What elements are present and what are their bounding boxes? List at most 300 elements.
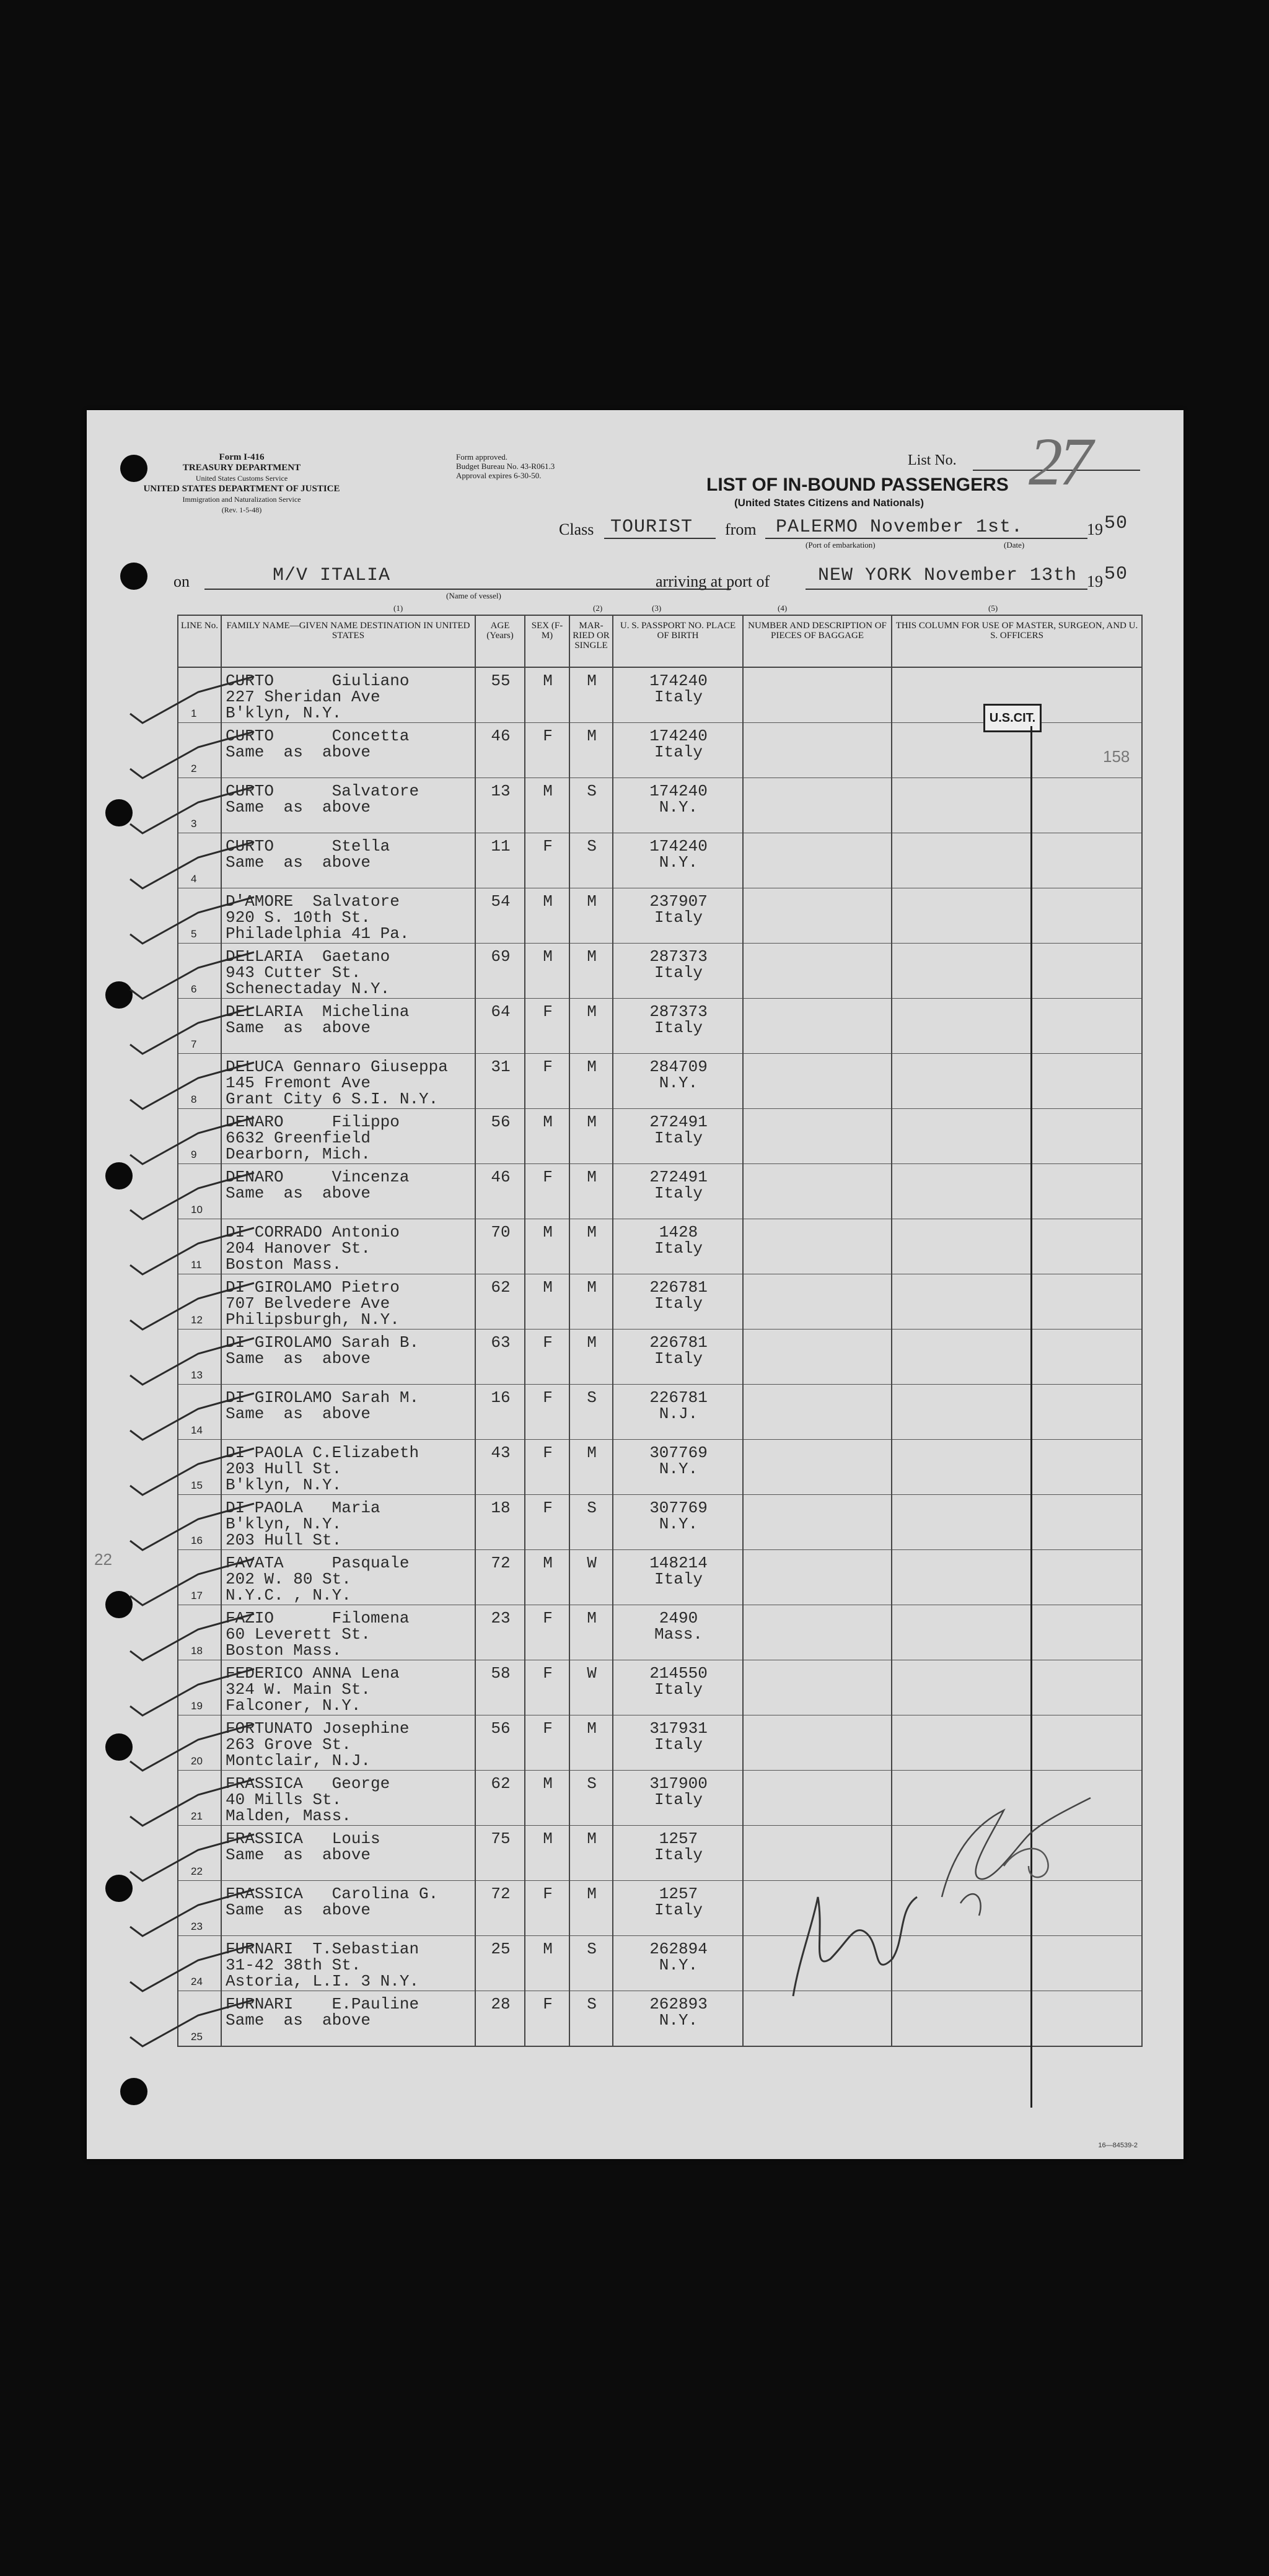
revision-label: (Rev. 1-5-48) (221, 506, 262, 514)
age-cell (475, 1826, 525, 1881)
age-cell (475, 1715, 525, 1771)
passport-cell (613, 1936, 743, 1991)
sex-cell (525, 778, 569, 833)
check-mark (130, 1228, 254, 1274)
passport-cell (613, 944, 743, 999)
passport-cell (613, 1219, 743, 1274)
line-text: 3 (191, 818, 197, 830)
from-year: 50 (1104, 513, 1128, 534)
passport-cell (613, 1495, 743, 1550)
passport-text: 317931 Italy (649, 1719, 708, 1754)
passenger-name-text: FURNARI E.Pauline Same as above (226, 1995, 419, 2030)
marital-status-cell (569, 723, 613, 778)
marital-status-cell (569, 999, 613, 1054)
binder-hole (120, 455, 147, 482)
age-text: 72 (491, 1885, 511, 1903)
baggage-cell (743, 1715, 892, 1771)
age-text: 56 (491, 1719, 511, 1738)
sex-cell (525, 1164, 569, 1219)
sex-cell (525, 1991, 569, 2047)
port-embarkation-caption: (Port of embarkation) (806, 540, 876, 550)
passenger-name-text: FURNARI T.Sebastian 31-42 38th St. Astoria, L.I. 3 N.Y. (226, 1940, 419, 1991)
officer-use-cell (892, 1605, 1142, 1660)
check-marks (118, 664, 328, 2052)
officer-use-cell (892, 1550, 1142, 1605)
passenger-name-text: DI GIROLAMO Sarah B. Same as above (226, 1333, 419, 1368)
age-cell (475, 1605, 525, 1660)
arriving-line (806, 589, 1087, 590)
column-header-line: LINE No. (178, 615, 221, 667)
marital-status-cell (569, 944, 613, 999)
passport-text: 262894 N.Y. (649, 1940, 708, 1974)
marital-status-text: W (587, 1664, 597, 1683)
passenger-name-text: FEDERICO ANNA Lena 324 W. Main St. Falconer, N.Y. (226, 1664, 400, 1715)
baggage-cell (743, 1385, 892, 1440)
sex-cell (525, 1550, 569, 1605)
line-text: 4 (191, 873, 197, 885)
age-cell (475, 1991, 525, 2047)
arriving-year-prefix: 19 (1087, 572, 1103, 590)
marital-status-cell (569, 1385, 613, 1440)
check-mark (130, 1007, 254, 1054)
form-footer-code: 16—84539-2 (1098, 2142, 1138, 2149)
marital-status-cell (569, 1495, 613, 1550)
sex-text: M (543, 782, 553, 800)
line-text: 21 (191, 1810, 203, 1822)
column-number: (4) (778, 603, 788, 613)
passport-text: 1257 Italy (654, 1829, 703, 1864)
sex-text: M (543, 892, 553, 911)
line-text: 22 (191, 1865, 203, 1877)
check-mark (130, 1393, 254, 1440)
passport-text: 307769 N.Y. (649, 1499, 708, 1533)
marital-status-text: M (587, 1333, 597, 1352)
age-cell (475, 1936, 525, 1991)
passport-text: 317900 Italy (649, 1774, 708, 1809)
sex-text: F (543, 1388, 553, 1407)
marital-status-text: M (587, 892, 597, 911)
baggage-cell (743, 833, 892, 888)
passenger-name-text: FAVATA Pasquale 202 W. 80 St. N.Y.C. , N.Y. (226, 1554, 410, 1605)
passenger-name-text: D'AMORE Salvatore 920 S. 10th St. Philadelphia 41 Pa. (226, 892, 410, 943)
passport-cell (613, 1771, 743, 1826)
marital-status-text: M (587, 1278, 597, 1297)
sex-cell (525, 1054, 569, 1109)
passenger-name-text: CURTO Stella Same as above (226, 837, 390, 872)
check-mark (130, 1173, 254, 1219)
line-text: 12 (191, 1314, 203, 1326)
baggage-cell (743, 1660, 892, 1715)
check-mark (130, 1118, 254, 1164)
sex-cell (525, 723, 569, 778)
officer-use-cell (892, 833, 1142, 888)
arriving-year: 50 (1104, 564, 1128, 585)
sex-text: F (543, 1499, 553, 1517)
sex-cell (525, 833, 569, 888)
marital-status-text: M (587, 1609, 597, 1628)
check-mark (130, 1614, 254, 1660)
officer-use-cell (892, 1219, 1142, 1274)
marital-status-text: S (587, 1388, 597, 1407)
line-text: 18 (191, 1645, 203, 1657)
check-mark (130, 1062, 254, 1109)
age-cell (475, 1274, 525, 1330)
age-text: 46 (491, 727, 511, 745)
column-header-age: AGE (Years) (475, 615, 525, 667)
baggage-cell (743, 888, 892, 944)
sex-text: F (543, 1609, 553, 1628)
from-line (765, 538, 1087, 539)
sex-text: F (543, 837, 553, 856)
check-mark (130, 732, 254, 778)
arriving-label: arriving at port of (656, 572, 770, 590)
passport-cell (613, 999, 743, 1054)
marital-status-text: S (587, 837, 597, 856)
approval-block (456, 452, 617, 480)
age-text: 55 (491, 672, 511, 690)
page-subtitle: (United States Citizens and Nationals) (734, 497, 924, 509)
passenger-name-text: CURTO Concetta Same as above (226, 727, 410, 761)
age-text: 72 (491, 1554, 511, 1572)
marital-status-cell (569, 1715, 613, 1771)
sex-text: F (543, 1333, 553, 1352)
marital-status-text: W (587, 1554, 597, 1572)
officer-use-cell (892, 1495, 1142, 1550)
passport-cell (613, 1164, 743, 1219)
line-text: 1 (191, 708, 197, 719)
column-header-name: FAMILY NAME—GIVEN NAME DESTINATION IN UNITED STATES (221, 615, 475, 667)
on-label: on (173, 572, 190, 590)
passenger-name-text: DENARO Filippo 6632 Greenfield Dearborn, Mich. (226, 1113, 400, 1163)
passenger-name-text: DI CORRADO Antonio 204 Hanover St. Boston Mass. (226, 1223, 400, 1274)
baggage-cell (743, 1550, 892, 1605)
passport-cell (613, 667, 743, 723)
baggage-cell (743, 1219, 892, 1274)
passport-cell (613, 1274, 743, 1330)
passport-cell (613, 1330, 743, 1385)
marital-status-cell (569, 1164, 613, 1219)
officer-use-cell (892, 1660, 1142, 1715)
passport-cell (613, 1881, 743, 1936)
line-text: 24 (191, 1976, 203, 1987)
marital-status-text: M (587, 1002, 597, 1021)
column-number: (5) (988, 603, 998, 613)
marital-status-text: S (587, 1995, 597, 2013)
sex-text: M (543, 1829, 553, 1848)
check-mark (130, 1504, 254, 1550)
manifest-page (87, 410, 1183, 2159)
margin-note: 158 (1103, 747, 1130, 766)
sex-text: M (543, 1223, 553, 1242)
marital-status-text: M (587, 947, 597, 966)
passport-cell (613, 1385, 743, 1440)
age-cell (475, 888, 525, 944)
age-text: 69 (491, 947, 511, 966)
list-number-label: List No. (908, 452, 957, 468)
age-text: 75 (491, 1829, 511, 1848)
passport-cell (613, 1826, 743, 1881)
passport-cell (613, 723, 743, 778)
sex-text: M (543, 1278, 553, 1297)
baggage-cell (743, 1164, 892, 1219)
check-mark (130, 1448, 254, 1495)
passport-cell (613, 1109, 743, 1164)
line-text: 5 (191, 928, 197, 940)
marital-status-cell (569, 888, 613, 944)
marital-status-text: M (587, 1058, 597, 1076)
sex-cell (525, 1715, 569, 1771)
age-cell (475, 833, 525, 888)
sex-text: F (543, 1002, 553, 1021)
passenger-name-text: DI GIROLAMO Pietro 707 Belvedere Ave Philipsburgh, N.Y. (226, 1278, 400, 1329)
marital-status-text: S (587, 782, 597, 800)
line-text: 17 (191, 1590, 203, 1601)
age-cell (475, 999, 525, 1054)
line-text: 11 (191, 1259, 202, 1271)
passport-text: 307769 N.Y. (649, 1444, 708, 1478)
age-cell (475, 1109, 525, 1164)
line-text: 25 (191, 2031, 203, 2043)
passport-cell (613, 778, 743, 833)
baggage-cell (743, 1495, 892, 1550)
age-cell (475, 1219, 525, 1274)
check-mark (130, 897, 254, 944)
marital-status-cell (569, 1605, 613, 1660)
check-mark (130, 1338, 254, 1385)
marital-status-text: S (587, 1774, 597, 1793)
age-cell (475, 944, 525, 999)
from-label: from (725, 520, 757, 538)
marital-status-text: M (587, 1719, 597, 1738)
sex-cell (525, 1330, 569, 1385)
age-cell (475, 1771, 525, 1826)
marital-status-cell (569, 1330, 613, 1385)
column-header-sex: SEX (F-M) (525, 615, 569, 667)
age-text: 28 (491, 1995, 511, 2013)
approval-expiry-label: Approval expires 6-30-50. (456, 471, 542, 480)
passport-cell (613, 1440, 743, 1495)
line-text: 10 (191, 1204, 203, 1216)
marital-status-text: M (587, 1885, 597, 1903)
marital-status-text: S (587, 1940, 597, 1958)
age-cell (475, 1054, 525, 1109)
ins-label: Immigration and Naturalization Service (182, 495, 301, 504)
age-cell (475, 1550, 525, 1605)
baggage-cell (743, 1330, 892, 1385)
passenger-name-text: CURTO Salvatore Same as above (226, 782, 419, 817)
officer-use-cell (892, 1715, 1142, 1771)
marital-status-cell (569, 1936, 613, 1991)
marital-status-text: S (587, 1499, 597, 1517)
column-header-baggage: NUMBER AND DESCRIPTION OF PIECES OF BAGGAGE (743, 615, 892, 667)
marital-status-cell (569, 1881, 613, 1936)
marital-status-text: M (587, 727, 597, 745)
check-mark (130, 1779, 254, 1826)
check-mark (130, 2000, 254, 2046)
baggage-cell (743, 723, 892, 778)
age-cell (475, 723, 525, 778)
marital-status-text: M (587, 672, 597, 690)
citizen-stamp: U.S.CIT. (983, 704, 1042, 732)
line-text: 20 (191, 1755, 203, 1767)
check-mark (130, 1669, 254, 1715)
line-text: 14 (191, 1424, 203, 1436)
check-mark (130, 1890, 254, 1936)
marital-status-cell (569, 1826, 613, 1881)
sex-cell (525, 1605, 569, 1660)
column-number: (3) (652, 603, 662, 613)
sex-text: M (543, 1940, 553, 1958)
arriving-value: NEW YORK November 13th (818, 565, 1078, 586)
age-cell (475, 778, 525, 833)
passport-text: 174240 Italy (649, 672, 708, 706)
age-text: 18 (491, 1499, 511, 1517)
column-header-officers: THIS COLUMN FOR USE OF MASTER, SURGEON, AND U. S. OFFICERS (892, 615, 1142, 667)
line-text: 19 (191, 1700, 203, 1712)
check-mark (130, 1724, 254, 1771)
age-text: 31 (491, 1058, 511, 1076)
sex-text: M (543, 947, 553, 966)
age-cell (475, 667, 525, 723)
age-cell (475, 1440, 525, 1495)
vessel-caption: (Name of vessel) (446, 591, 501, 600)
sex-cell (525, 1495, 569, 1550)
check-mark (130, 1559, 254, 1605)
sex-text: M (543, 1774, 553, 1793)
sex-text: M (543, 1554, 553, 1572)
marital-status-cell (569, 778, 613, 833)
passport-cell (613, 888, 743, 944)
handwritten-signature (756, 1773, 1103, 2009)
age-cell (475, 1164, 525, 1219)
check-mark (130, 842, 254, 888)
officer-use-cell (892, 1330, 1142, 1385)
passenger-name-text: FRASSICA Louis Same as above (226, 1829, 380, 1864)
passenger-name-text: DI PAOLA Maria B'klyn, N.Y. 203 Hull St. (226, 1499, 380, 1549)
officer-use-cell (892, 1054, 1142, 1109)
line-text: 7 (191, 1038, 197, 1050)
age-text: 62 (491, 1774, 511, 1793)
passenger-name-text: DENARO Vincenza Same as above (226, 1168, 410, 1203)
passport-text: 272491 Italy (649, 1168, 708, 1203)
marital-status-cell (569, 1771, 613, 1826)
marital-status-text: M (587, 1444, 597, 1462)
sex-text: F (543, 1719, 553, 1738)
baggage-cell (743, 999, 892, 1054)
column-header-passport: U. S. PASSPORT NO. PLACE OF BIRTH (613, 615, 743, 667)
passport-cell (613, 1991, 743, 2047)
passport-text: 272491 Italy (649, 1113, 708, 1147)
line-text: 23 (191, 1921, 203, 1932)
passport-text: 284709 N.Y. (649, 1058, 708, 1092)
marital-status-text: M (587, 1113, 597, 1131)
passport-text: 226781 Italy (649, 1333, 708, 1368)
passport-cell (613, 833, 743, 888)
passport-text: 287373 Italy (649, 1002, 708, 1037)
passport-cell (613, 1715, 743, 1771)
officer-use-cell (892, 1440, 1142, 1495)
line-text: 13 (191, 1369, 203, 1381)
age-text: 62 (491, 1278, 511, 1297)
age-cell (475, 1330, 525, 1385)
sex-text: F (543, 1444, 553, 1462)
age-text: 43 (491, 1444, 511, 1462)
sex-cell (525, 888, 569, 944)
age-cell (475, 1495, 525, 1550)
sex-cell (525, 1385, 569, 1440)
sex-cell (525, 1826, 569, 1881)
check-mark (130, 677, 254, 723)
sex-cell (525, 999, 569, 1054)
age-text: 16 (491, 1388, 511, 1407)
line-text: 6 (191, 983, 197, 995)
marital-status-cell (569, 1991, 613, 2047)
marital-status-cell (569, 1054, 613, 1109)
check-mark (130, 1283, 254, 1330)
marital-status-text: M (587, 1223, 597, 1242)
officer-use-cell (892, 999, 1142, 1054)
marital-status-cell (569, 1550, 613, 1605)
sex-cell (525, 1881, 569, 1936)
passport-text: 1257 Italy (654, 1885, 703, 1919)
marital-status-cell (569, 667, 613, 723)
sex-text: F (543, 1058, 553, 1076)
age-text: 54 (491, 892, 511, 911)
passenger-name-text: DI PAOLA C.Elizabeth 203 Hull St. B'klyn, N.Y. (226, 1444, 419, 1494)
sex-cell (525, 1109, 569, 1164)
sex-text: F (543, 1885, 553, 1903)
marital-status-cell (569, 1274, 613, 1330)
class-value: TOURIST (610, 517, 693, 538)
passenger-name-text: DI GIROLAMO Sarah M. Same as above (226, 1388, 419, 1423)
check-mark (130, 1945, 254, 1991)
agency-block (143, 452, 340, 515)
officer-use-cell (892, 1385, 1142, 1440)
passport-text: 262893 N.Y. (649, 1995, 708, 2030)
marital-status-cell (569, 1109, 613, 1164)
passport-text: 174240 N.Y. (649, 782, 708, 817)
baggage-cell (743, 1109, 892, 1164)
margin-note-left: 22 (94, 1550, 112, 1569)
baggage-cell (743, 1440, 892, 1495)
binder-hole (120, 563, 147, 590)
passport-text: 226781 Italy (649, 1278, 708, 1313)
vessel-line (204, 589, 731, 590)
officer-use-cell (892, 1164, 1142, 1219)
passenger-name-text: FRASSICA George 40 Mills St. Malden, Mass. (226, 1774, 390, 1825)
passport-cell (613, 1660, 743, 1715)
check-mark (130, 787, 254, 833)
baggage-cell (743, 667, 892, 723)
sex-cell (525, 1274, 569, 1330)
age-text: 25 (491, 1940, 511, 1958)
age-text: 70 (491, 1223, 511, 1242)
from-value: PALERMO November 1st. (776, 517, 1024, 538)
justice-label: UNITED STATES DEPARTMENT OF JUSTICE (143, 484, 340, 494)
passenger-name-text: DELLARIA Michelina Same as above (226, 1002, 410, 1037)
passport-text: 237907 Italy (649, 892, 708, 927)
age-text: 63 (491, 1333, 511, 1352)
check-mark (130, 1834, 254, 1881)
vessel-value: M/V ITALIA (273, 565, 391, 586)
line-text: 2 (191, 763, 197, 774)
sex-cell (525, 1771, 569, 1826)
passport-text: 214550 Italy (649, 1664, 708, 1699)
age-text: 58 (491, 1664, 511, 1683)
sex-cell (525, 1936, 569, 1991)
age-text: 23 (491, 1609, 511, 1628)
passport-text: 2490 Mass. (654, 1609, 703, 1644)
